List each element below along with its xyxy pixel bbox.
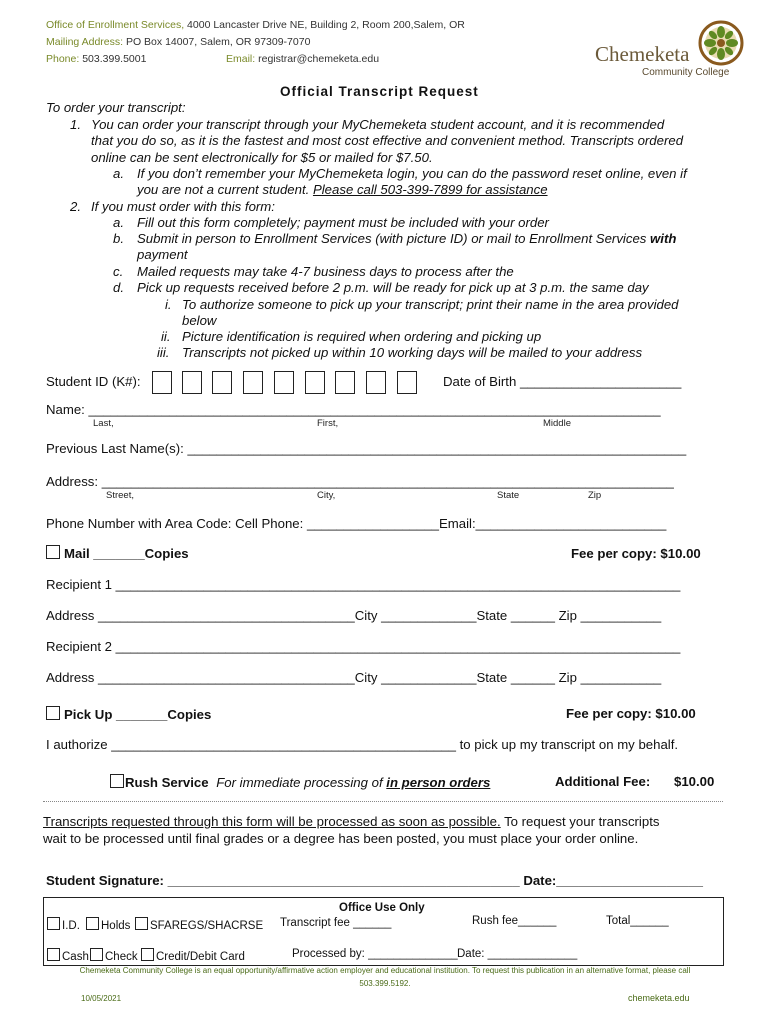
mailing-address <box>46 36 310 48</box>
section-divider <box>43 801 723 802</box>
assistance-phone-link: Please call 503-399-7899 for assistance <box>312 182 548 197</box>
mail-option[interactable] <box>46 545 189 561</box>
eeo-phone: 503.399.5192. <box>359 979 411 988</box>
office-transcript-fee[interactable]: Transcript fee ______ <box>280 917 392 929</box>
address-field[interactable]: Address: ______________________________________________________________________________ <box>46 474 674 489</box>
recipient-1-address-field[interactable]: Address ___________________________________City _____________State ______ Zip ___________ <box>46 608 662 623</box>
name-first-caption: First, <box>317 418 339 429</box>
instruction-1a-line: If you don’t remember your MyChemeketa login, you can do the password reset online, even if <box>137 166 687 181</box>
instruction-1a-line <box>137 182 548 199</box>
pickup-checkbox[interactable] <box>46 706 60 720</box>
recipient-1-field[interactable]: Recipient 1 _____________________________________________________________________________ <box>46 577 681 592</box>
office-holds-checkbox[interactable] <box>86 917 99 930</box>
date-of-birth-field[interactable]: Date of Birth ______________________ <box>443 374 682 389</box>
office-card-label: Credit/Debit Card <box>156 951 245 963</box>
processing-note <box>43 814 659 829</box>
instruction-1a-number: a. <box>113 166 124 181</box>
processing-note-underlined: Transcripts requested through this form will be processed as soon as possible. <box>43 814 501 829</box>
instruction-2b-text: Submit in person to Enrollment Services (with picture ID) or mail to Enrollment Services <box>137 231 647 246</box>
office-holds-option[interactable] <box>86 917 130 932</box>
instruction-2c-number: c. <box>113 264 124 279</box>
phone-contact <box>46 53 146 65</box>
phone-value: 503.399.5001 <box>82 53 147 65</box>
name-field[interactable]: Name: ______________________________________________________________________________ <box>46 402 661 417</box>
name-middle-caption: Middle <box>543 418 571 429</box>
instruction-1-line: that you do so, as it is the fastest and most cost effective and convenient method. Transcripts ordered <box>91 133 684 148</box>
student-signature-field[interactable]: Student Signature: ________________________________________________ Date:____________________ <box>46 873 703 888</box>
email-label: Email: <box>226 53 256 65</box>
logo-subtitle: Community College <box>642 67 730 78</box>
office-check-checkbox[interactable] <box>90 948 103 961</box>
rush-service-checkbox[interactable] <box>110 774 124 788</box>
instruction-2d-number: d. <box>113 280 124 295</box>
instruction-1-line: online can be sent electronically for $5 or mailed for $7.50. <box>91 150 433 165</box>
instruction-1a-text: you are not a current student. <box>137 182 310 197</box>
student-id-digit-box[interactable] <box>274 371 294 394</box>
office-cash-label: Cash <box>62 951 89 963</box>
instruction-2d-line: Pick up requests received before 2 p.m. will be ready for pick up at 3 p.m. the same day <box>137 280 649 295</box>
instruction-2a-number: a. <box>113 215 124 230</box>
student-id-digit-box[interactable] <box>335 371 355 394</box>
office-date[interactable]: Date: ______________ <box>457 948 578 960</box>
student-id-digit-box[interactable] <box>182 371 202 394</box>
email-contact <box>226 53 379 65</box>
phone-label: Phone: <box>46 53 80 65</box>
rush-service-in-person: in person orders <box>386 775 491 790</box>
office-cash-option[interactable] <box>47 948 89 963</box>
chemeketa-logo-icon <box>697 20 745 66</box>
student-id-digit-box[interactable] <box>366 371 386 394</box>
office-card-option[interactable] <box>141 948 245 963</box>
student-id-digit-box[interactable] <box>152 371 172 394</box>
student-id-label: Student ID (K#): <box>46 374 141 389</box>
student-id-digit-box[interactable] <box>305 371 325 394</box>
student-id-digit-box[interactable] <box>243 371 263 394</box>
instruction-2b-line <box>137 231 676 248</box>
instruction-2di-line: below <box>182 313 217 328</box>
mailing-address-value: PO Box 14007, Salem, OR 97309-7070 <box>125 36 311 48</box>
office-holds-label: Holds <box>101 920 131 932</box>
instruction-2dii-number: ii. <box>161 329 171 344</box>
office-id-option[interactable] <box>47 917 80 932</box>
address-zip-caption: Zip <box>588 490 602 501</box>
instruction-2b-number: b. <box>113 231 124 246</box>
mailing-address-label: Mailing Address: <box>46 36 124 48</box>
office-card-checkbox[interactable] <box>141 948 154 961</box>
recipient-2-field[interactable]: Recipient 2 _____________________________________________________________________________ <box>46 639 681 654</box>
office-cash-checkbox[interactable] <box>47 948 60 961</box>
office-id-checkbox[interactable] <box>47 917 60 930</box>
office-id-label: I.D. <box>62 920 80 932</box>
eeo-statement: Chemeketa Community College is an equal opportunity/affirmative action employer and educational institution. To request this publication in an alternative format, please call <box>79 966 691 975</box>
pickup-fee: Fee per copy: $10.00 <box>566 706 696 721</box>
office-processed-by[interactable]: Processed by: ______________ <box>292 948 458 960</box>
website-link[interactable]: chemeketa.edu <box>628 993 690 1003</box>
office-address-label: Office of Enrollment Services, <box>46 19 185 31</box>
rush-fee-label: Additional Fee: <box>555 774 651 789</box>
instruction-2-number: 2. <box>70 199 81 214</box>
form-revision-date: 10/05/2021 <box>81 994 122 1003</box>
instruction-2b-line: payment <box>137 247 188 262</box>
address-city-caption: City, <box>317 490 336 501</box>
student-id-digit-box[interactable] <box>212 371 232 394</box>
office-rush-fee[interactable]: Rush fee______ <box>472 915 557 927</box>
authorize-field[interactable]: I authorize _______________________________________________ to pick up my transcript on my behalf. <box>46 737 679 752</box>
mail-checkbox[interactable] <box>46 545 60 559</box>
rush-fee-value: $10.00 <box>674 774 715 789</box>
office-use-title: Office Use Only <box>339 902 425 914</box>
address-state-caption: State <box>497 490 520 501</box>
office-total[interactable]: Total______ <box>606 915 669 927</box>
address-street-caption: Street, <box>106 490 134 501</box>
instruction-2a-line: Fill out this form completely; payment must be included with your order <box>137 215 549 230</box>
instruction-2-line: If you must order with this form: <box>91 199 275 214</box>
page-title: Official Transcript Request <box>280 84 479 99</box>
processing-note-line: wait to be processed until final grades or a degree has been posted, you must place your order online. <box>43 831 639 846</box>
rush-service-option[interactable] <box>110 774 490 792</box>
phone-email-field[interactable]: Phone Number with Area Code: Cell Phone: __________________Email:__________________________ <box>46 516 667 531</box>
recipient-2-address-field[interactable]: Address ___________________________________City _____________State ______ Zip ___________ <box>46 670 662 685</box>
instruction-2di-number: i. <box>165 297 172 312</box>
rush-service-description: For immediate processing of <box>216 775 383 790</box>
mail-copies-label: Mail _______Copies <box>64 546 189 561</box>
student-id-digit-box[interactable] <box>397 371 417 394</box>
pickup-copies-label: Pick Up _______Copies <box>64 707 212 722</box>
rush-service-label: Rush Service <box>125 775 209 790</box>
office-check-label: Check <box>105 951 138 963</box>
mail-fee: Fee per copy: $10.00 <box>571 546 701 561</box>
instruction-2c-line: Mailed requests may take 4-7 business days to process after the <box>137 264 514 279</box>
instruction-2b-bold: with <box>650 231 677 246</box>
office-address <box>46 19 465 31</box>
instruction-2diii-line: Transcripts not picked up within 10 working days will be mailed to your address <box>182 345 643 360</box>
office-sfaregs-label: SFAREGS/SHACRSE <box>150 920 264 932</box>
name-last-caption: Last, <box>93 418 114 429</box>
instruction-1-number: 1. <box>70 117 81 132</box>
pickup-option[interactable] <box>46 706 211 722</box>
office-address-value: 4000 Lancaster Drive NE, Building 2, Room 200,Salem, OR <box>187 19 465 31</box>
instructions-intro: To order your transcript: <box>46 100 186 115</box>
office-sfaregs-checkbox[interactable] <box>135 917 148 930</box>
office-sfaregs-option[interactable] <box>135 917 263 932</box>
email-value: registrar@chemeketa.edu <box>258 53 380 65</box>
processing-note-text: To request your transcripts <box>500 814 660 829</box>
logo-wordmark: Chemeketa <box>595 42 690 66</box>
instruction-1-line: You can order your transcript through your MyChemeketa student account, and it is recommended <box>91 117 665 132</box>
instruction-2di-line: To authorize someone to pick up your transcript; print their name in the area provided <box>182 297 679 312</box>
instruction-2diii-number: iii. <box>157 345 170 360</box>
previous-last-name-field[interactable]: Previous Last Name(s): ____________________________________________________________________ <box>46 441 687 456</box>
instruction-2dii-line: Picture identification is required when ordering and picking up <box>182 329 542 344</box>
office-check-option[interactable] <box>90 948 138 963</box>
